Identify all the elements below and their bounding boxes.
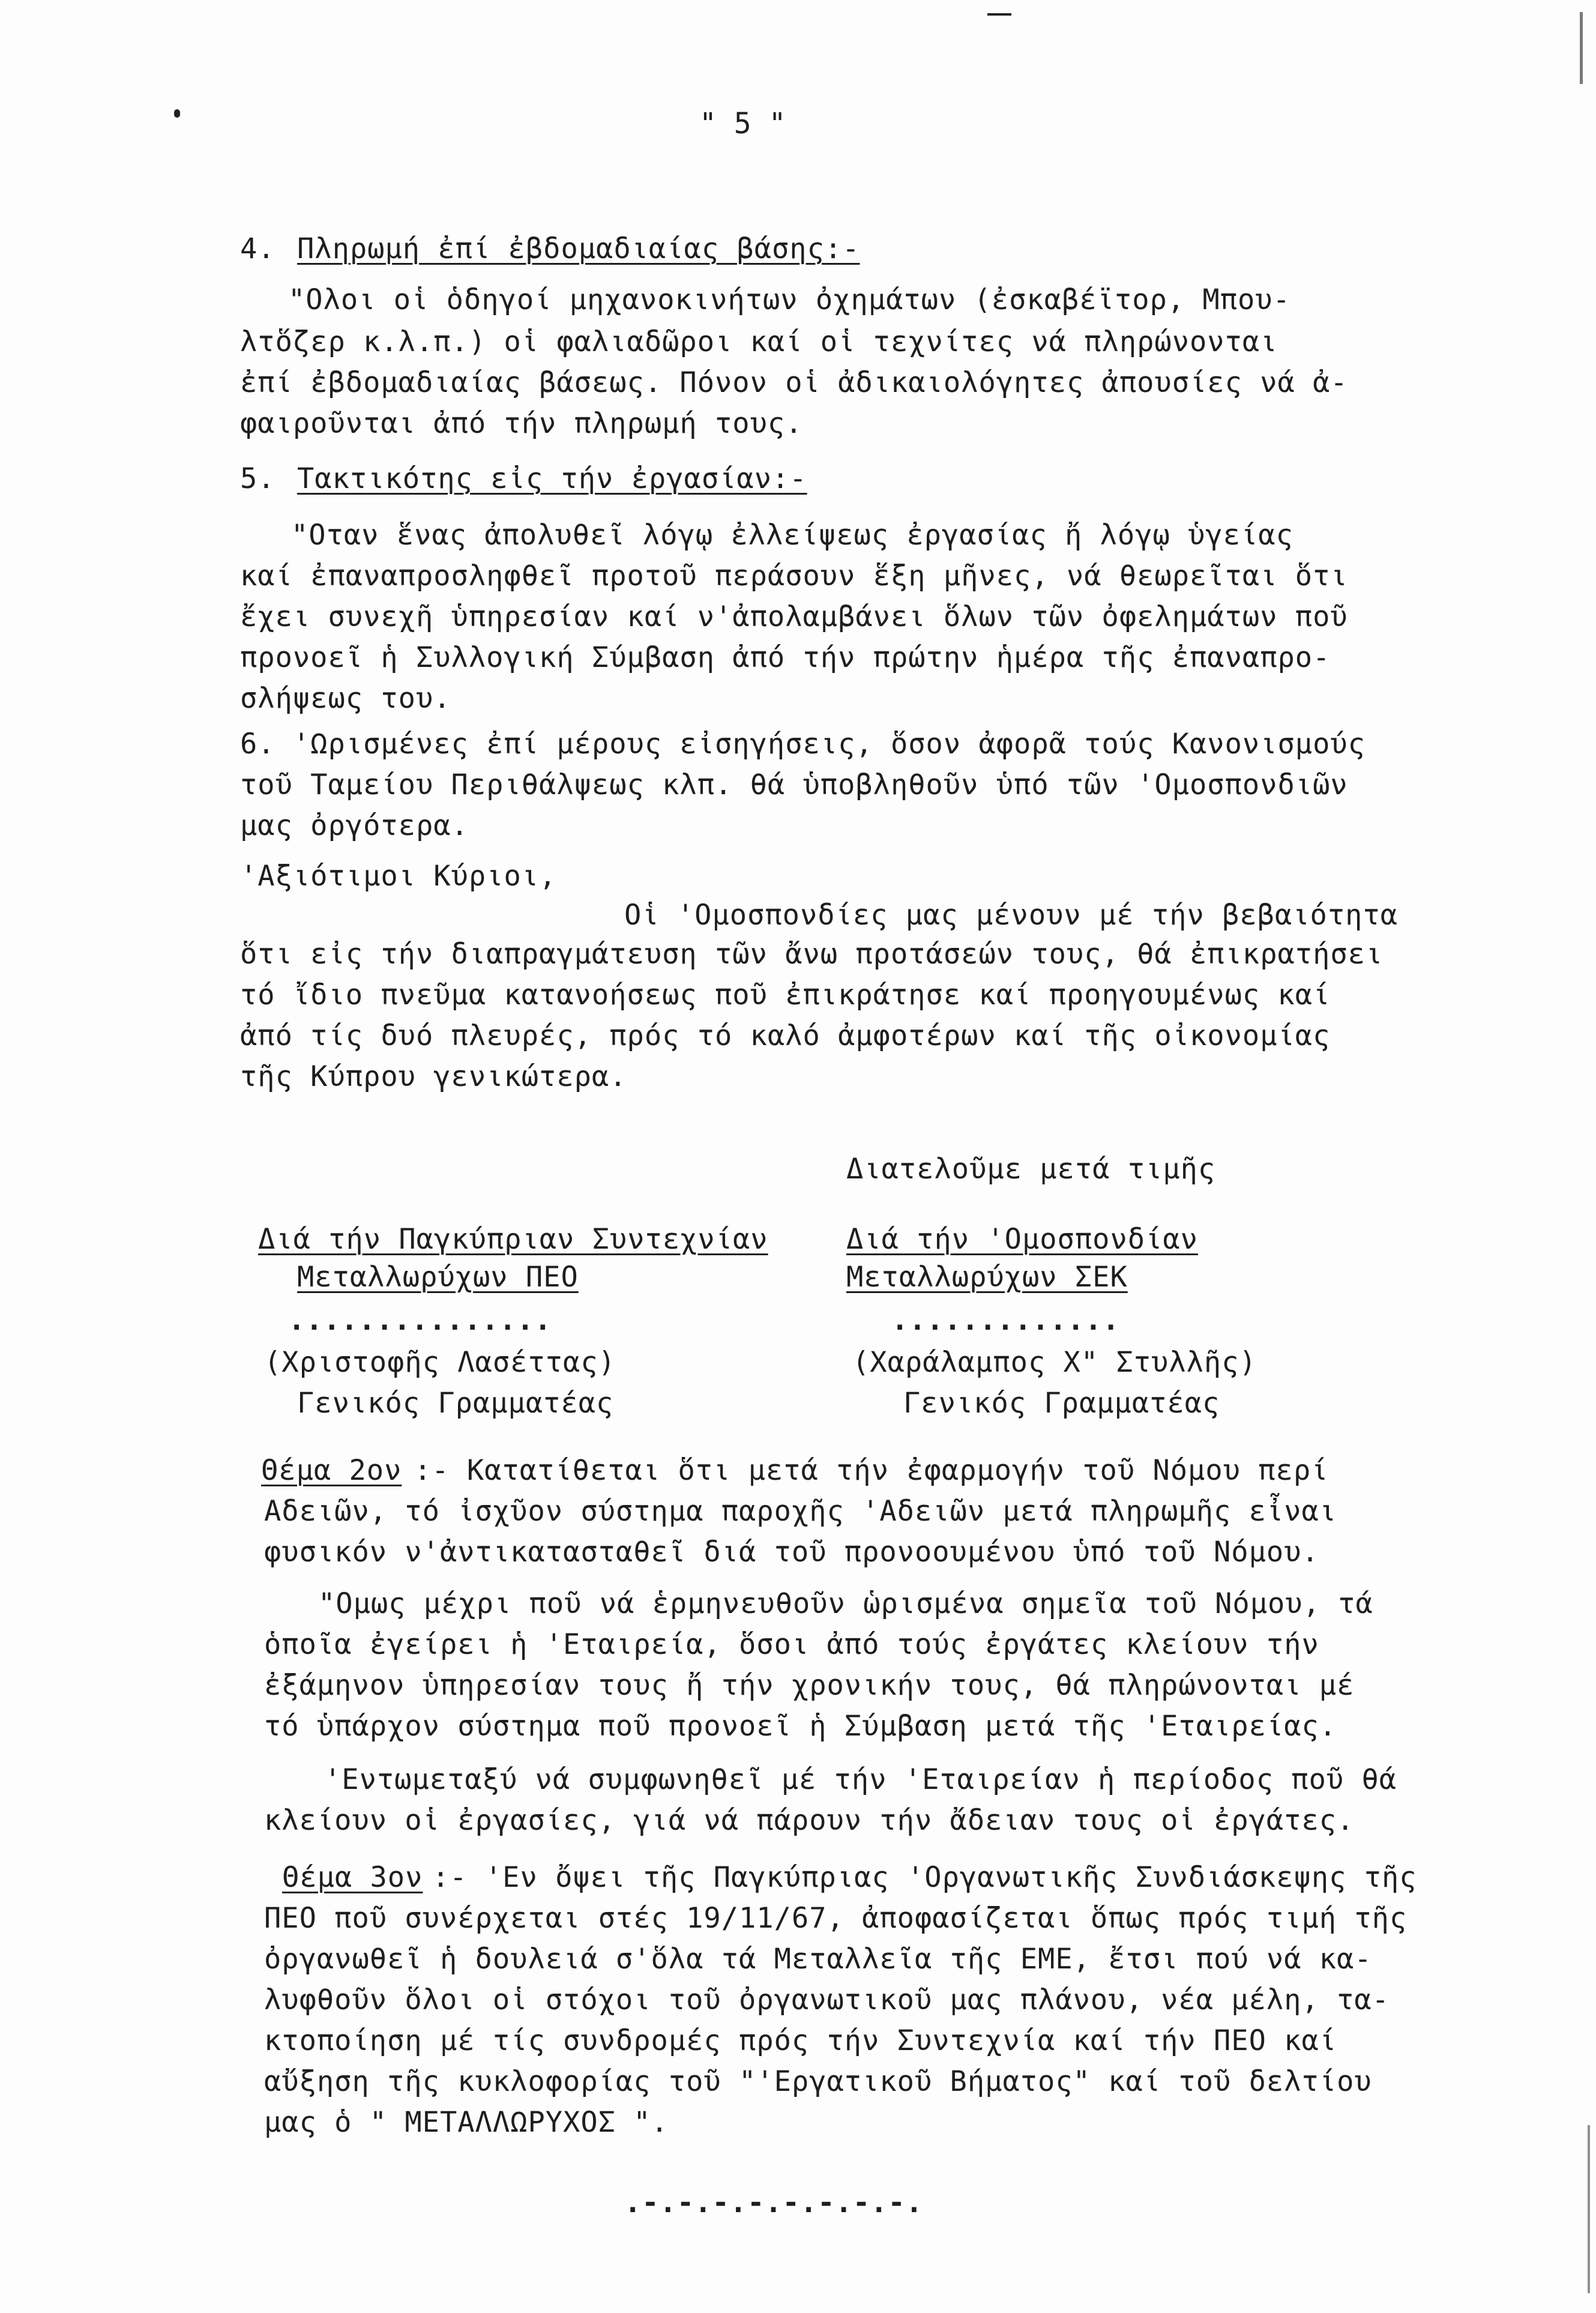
closing-line-2: ὅτι εἰς τήν διαπραγμάτευση τῶν ἄνω προτάσεών τους, θά ἐπικρατήσει — [240, 938, 1384, 971]
section5-line-2: καί ἐπαναπροσληφθεῖ προτοῦ περάσουν ἕξη μῆνες, νά θεωρεῖται ὅτι — [240, 559, 1348, 593]
section6-line-2: τοῦ Ταμείου Περιθάλψεως κλπ. θά ὑποβληθοῦν ὑπό τῶν 'Ομοσπονδιῶν — [240, 768, 1348, 801]
section4-number: 4. — [240, 232, 276, 265]
thema3-line-2: ΠΕΟ ποῦ συνέρχεται στές 19/11/67, ἀποφασίζεται ὅπως πρός τιμή τῆς — [264, 1902, 1408, 1935]
closing-line-5: τῆς Κύπρου γενικώτερα. — [240, 1060, 627, 1093]
thema2-line-3: φυσικόν ν'ἀντικατασταθεῖ διά τοῦ προνοουμένου ὑπό τοῦ Νόμου. — [264, 1536, 1319, 1569]
thema2-para2-line-4: τό ὑπάρχον σύστημα ποῦ προνοεῖ ἡ Σύμβαση μετά τῆς 'Εταιρείας. — [264, 1710, 1337, 1743]
thema2-para2-line-1: "Ομως μέχρι ποῦ νά ἑρμηνευθοῦν ὡρισμένα σημεῖα τοῦ Νόμου, τά — [318, 1587, 1373, 1620]
signature-right-title: Γενικός Γραμματέας — [903, 1387, 1220, 1420]
thema2-para2-line-3: ἐξάμηνον ὑπηρεσίαν τους ἤ τήν χρονικήν τους, θά πληρώνονται μέ — [264, 1669, 1355, 1702]
thema3-line-5: κτοποίηση μέ τίς συνδρομές πρός τήν Συντεχνία καί τήν ΠΕΟ καί — [264, 2024, 1337, 2057]
signature-right-org1: Διά τήν 'Ομοσπονδίαν — [846, 1223, 1198, 1256]
thema2-para3-line-2: κλείουν οἱ ἐργασίες, γιά νά πάρουν τήν ἄδειαν τους οἱ ἐργάτες. — [264, 1804, 1355, 1837]
thema3-line-3: ὀργανωθεῖ ἡ δουλειά σ'ὅλα τά Μεταλλεῖα τῆς ΕΜΕ, ἔτσι πού νά κα- — [264, 1943, 1372, 1976]
signature-left-dots: ............... — [288, 1304, 552, 1337]
signature-right-dots: ............. — [891, 1304, 1120, 1337]
page-number: " 5 " — [699, 107, 786, 140]
closing-line-4: ἀπό τίς δυό πλευρές, πρός τό καλό ἀμφοτέρων καί τῆς οἰκονομίας — [240, 1019, 1331, 1052]
section4-line-4: φαιροῦνται ἀπό τήν πληρωμή τους. — [240, 407, 803, 440]
thema2-para2-line-2: ὁποῖα ἐγείρει ἡ 'Εταιρεία, ὅσοι ἀπό τούς ἐργάτες κλείουν τήν — [264, 1628, 1319, 1661]
section5-line-5: σλήψεως του. — [240, 682, 451, 715]
thema3-label: Θέμα 3ον — [282, 1861, 423, 1894]
section4-heading: Πληρωμή ἐπί ἐβδομαδιαίας βάσης:- — [297, 232, 860, 265]
thema2-label: Θέμα 2ον — [261, 1454, 402, 1487]
signature-left-org1: Διά τήν Παγκύπριαν Συντεχνίαν — [258, 1223, 768, 1256]
closing-line-1: Οἱ 'Ομοσπονδίες μας μένουν μέ τήν βεβαιότητα — [624, 899, 1399, 932]
scan-mark-right-1 — [1580, 12, 1583, 84]
scan-mark-right-2 — [1588, 2125, 1590, 2293]
signature-right-org2: Μεταλλωρύχων ΣΕΚ — [846, 1261, 1128, 1294]
closing-line-3: τό ἴδιο πνεῦμα κατανοήσεως ποῦ ἐπικράτησε καί προηγουμένως καί — [240, 979, 1331, 1012]
section6-line-1: 6. 'Ωρισμένες ἐπί μέρους εἰσηγήσεις, ὅσον ἀφορᾶ τούς Κανονισμούς — [240, 728, 1366, 761]
section4-line-3: ἐπί ἐβδομαδιαίας βάσεως. Πόνον οἱ ἀδικαιολόγητες ἀπουσίες νά ἀ- — [240, 366, 1348, 399]
thema3-line-1: :- 'Εν ὄψει τῆς Παγκύπριας 'Οργανωτικῆς Συνδιάσκεψης τῆς — [432, 1861, 1417, 1894]
closing-respects: Διατελοῦμε μετά τιμῆς — [846, 1153, 1216, 1186]
thema2-para3-line-1: 'Εντωμεταξύ νά συμφωνηθεῖ μέ τήν 'Εταιρείαν ἡ περίοδος ποῦ θά — [324, 1763, 1397, 1796]
section4-line-2: λτὅζερ κ.λ.π.) οἱ φαλιαδῶροι καί οἱ τεχνίτες νά πληρώνονται — [240, 325, 1278, 358]
section5-line-4: προνοεῖ ἡ Συλλογική Σύμβαση ἀπό τήν πρώτην ἡμέρα τῆς ἐπαναπρο- — [240, 641, 1331, 674]
scan-mark-left — [174, 109, 180, 118]
closing-salutation: 'Αξιότιμοι Κύριοι, — [240, 860, 557, 893]
section6-line-3: μας ὀργότερα. — [240, 809, 469, 842]
section5-heading: Τακτικότης εἰς τήν ἐργασίαν:- — [297, 462, 807, 495]
signature-left-org2: Μεταλλωρύχων ΠΕΟ — [297, 1261, 579, 1294]
signature-left-title: Γενικός Γραμματέας — [297, 1387, 614, 1420]
signature-left-name: (Χριστοφῆς Λασέττας) — [264, 1346, 616, 1379]
end-mark: .-.-.-.-.-.-.-.-. — [624, 2186, 924, 2219]
thema2-line-1: :- Κατατίθεται ὅτι μετά τήν ἐφαρμογήν τοῦ Νόμου περί — [414, 1454, 1329, 1487]
thema3-line-6: αὔξηση τῆς κυκλοφορίας τοῦ "'Εργατικοῦ Βήματος" καί τοῦ δελτίου — [264, 2065, 1372, 2098]
section5-line-3: ἔχει συνεχῆ ὑπηρεσίαν καί ν'ἀπολαμβάνει ὅλων τῶν ὀφελημάτων ποῦ — [240, 600, 1348, 633]
thema2-line-2: Αδειῶν, τό ἰσχῦον σύστημα παροχῆς 'Αδειῶν μετά πληρωμῆς εἶναι — [264, 1495, 1337, 1528]
thema3-line-7: μας ὁ " ΜΕΤΑΛΛΩΡΥΧΟΣ ". — [264, 2106, 669, 2139]
section4-line-1: "Ολοι οἱ ὁδηγοί μηχανοκινήτων ὀχημάτων (ἐσκαβέϊτορ, Μπου- — [288, 283, 1290, 316]
section5-line-1: "Οταν ἕνας ἀπολυθεῖ λόγῳ ἐλλείψεως ἐργασίας ἤ λόγῳ ὑγείας — [291, 519, 1293, 552]
thema3-line-4: λυφθοῦν ὅλοι οἱ στόχοι τοῦ ὀργανωτικοῦ μας πλάνου, νέα μέλη, τα- — [264, 1983, 1390, 2016]
signature-right-name: (Χαράλαμπος Χ" Στυλλῆς) — [852, 1346, 1257, 1379]
scan-mark-top — [987, 13, 1011, 16]
section5-number: 5. — [240, 462, 276, 495]
